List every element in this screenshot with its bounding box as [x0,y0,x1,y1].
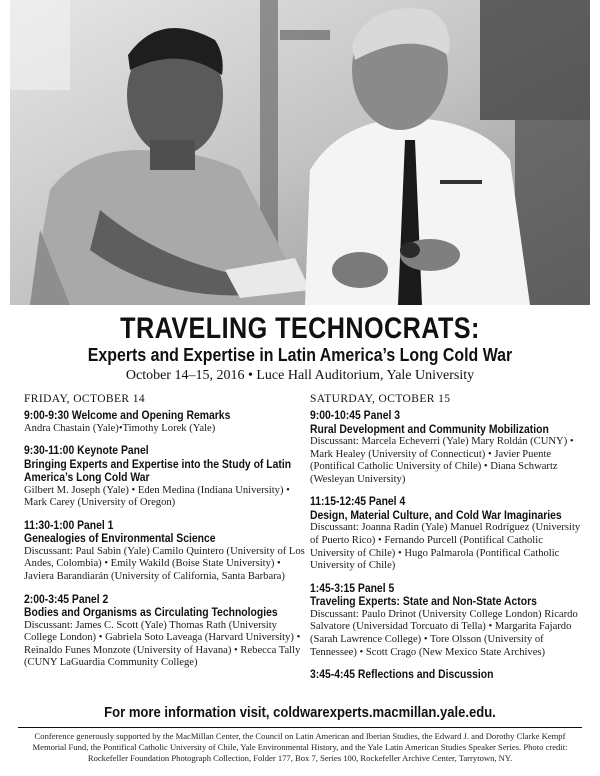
session-panel-2 [24,593,306,670]
session-time: 2:00-3:45 Panel 2 [24,591,109,606]
session-keynote [24,444,306,510]
session-panel-5 [310,582,582,659]
session-people: Discussant: James C. Scott (Yale) Thomas Rath (University College London) • Gabriela Soto Laveaga (Harvard University) • Reinaldo Funes Monzote (University of Havana) • Rebecca Tally (CUNY LaGuardia Community College) [24,619,301,669]
session-title: Bodies and Organisms as Circulating Technologies [24,605,278,620]
day-heading: SATURDAY, OCTOBER 15 [310,393,451,405]
session-people: Andra Chastain (Yale)•Timothy Lorek (Yale) [24,422,216,434]
sponsor-credits: Conference generously supported by the MacMillan Center, the Council on Latin American and Iberian Studies, the Edward J. and Dorothy Clarke Kempf Memorial Fund, the Pontifical Catholic University of Chile, Yale Environmental History, and the Yale Latin American Studies Speaker Series. Photo credit: Rockefeller Foundation Photograph Collection, Folder 177, Box 7, Series 100, Rockefeller Archive Center, Tarrytown, NY. [32,731,568,763]
session-panel-1 [24,519,306,584]
page-subtitle: Experts and Expertise in Latin America’s Long Cold War [87,344,513,365]
more-info-link[interactable]: For more information visit, coldwarexperts.macmillan.yale.edu. [104,705,496,721]
session-people: Discussant: Joanna Radin (Yale) Manuel Rodríguez (University of Puerto Rico) • Fernando Purcell (Pontifical Catholic University of Chile) • Hugo Palmarola (Pontifical Catholic University of Chile) [310,522,581,572]
session-panel-3 [310,409,582,486]
session-title: Genealogies of Environmental Science [24,531,216,546]
session-title: Design, Material Culture, and Cold War Imaginaries [310,507,562,522]
session-title: Rural Development and Community Mobilization [310,421,549,436]
session-people: Discussant: Marcela Echeverri (Yale) Mary Roldán (CUNY) • Mark Healey (University of Connecticut) • Javier Puente (Pontifical Catholic University of Chile) • Diana Schwartz (Wesleyan University) [310,436,574,485]
session-time: 11:15-12:45 Panel 4 [310,494,406,509]
friday-schedule [24,392,306,679]
session-time: 9:00-9:30 Welcome and Opening Remarks [24,408,231,422]
session-welcome [24,409,306,435]
event-dateline: October 14–15, 2016 • Luce Hall Auditorium, Yale University [125,368,475,383]
day-heading: FRIDAY, OCTOBER 14 [24,393,146,405]
session-reflections [310,668,582,682]
session-title: Bringing Experts and Expertise into the Study of Latin America’s Long Cold War [24,456,292,485]
header-photo [10,0,590,305]
session-people: Gilbert M. Joseph (Yale) • Eden Medina (Indiana University) • Mark Carey (University of Oregon) [24,484,290,509]
session-time: 9:30-11:00 Keynote Panel [24,443,149,458]
saturday-schedule [310,392,582,691]
session-title: Traveling Experts: State and Non-State Actors [310,594,537,609]
session-time: 3:45-4:45 Reflections and Discussion [310,667,494,682]
session-panel-4 [310,495,582,572]
session-time: 1:45-3:15 Panel 5 [310,580,395,595]
session-people: Discussant: Paulo Drinot (University College London) Ricardo Salvatore (Universidad Torcuato di Tella) • Margarita Fajardo (Sarah Lawrence College) • Tore Olsson (University of Tennessee) • Scott Crago (New Mexico State Archives) [310,608,578,658]
two-men-photo-icon [10,0,590,305]
session-time: 11:30-1:00 Panel 1 [24,517,114,532]
session-time: 9:00-10:45 Panel 3 [310,408,401,422]
session-people: Discussant: Paul Sabin (Yale) Camilo Quintero (University of Los Andes, Colombia) • Emily Wakild (Boise State University) • Javiera Barandiarán (University of California, Santa Barbara) [24,545,305,582]
divider [18,727,582,728]
page-title: TRAVELING TECHNOCRATS: [120,312,480,345]
